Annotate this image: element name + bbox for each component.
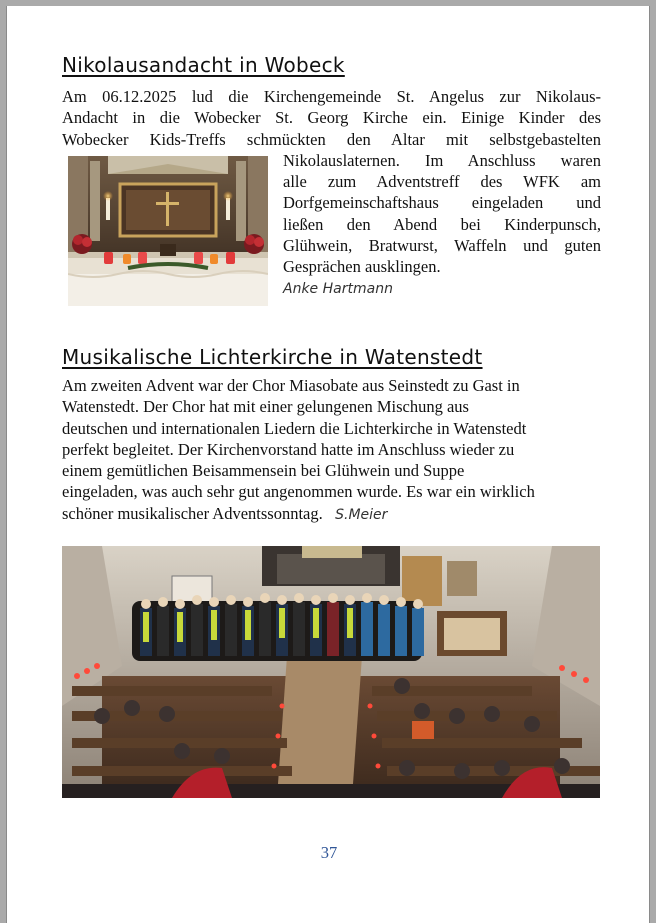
paragraph-line: Glühwein, Bratwurst, Waffeln und guten [283,236,601,256]
paragraph-line: Am 06.12.2025 lud die Kirchengemeinde St. Angelus zur Nikolaus- [62,87,601,106]
choir-church-photo [62,546,600,798]
section-heading-lichterkirche: Musikalische Lichterkirche in Watenstedt [62,345,483,369]
paragraph-line: ließen den Abend bei Kinderpunsch, [283,214,601,234]
paragraph-line: Dorfgemeinschaftshaus eingeladen und [283,193,601,213]
paragraph-line: Gesprächen ausklingen. [283,257,441,277]
author-signature: S.Meier [335,506,388,523]
paragraph-line: Watenstedt. Der Chor hat mit einer gelungenen Mischung aus [62,397,469,417]
paragraph-line: deutschen und internationalen Liedern die Lichterkirche in Watenstedt [62,418,527,438]
paragraph-line: Nikolauslaternen. Im Anschluss waren [283,150,601,170]
paragraph-line: Wobecker Kids-Treffs schmückten den Altar mit selbstgebastelten [62,129,601,149]
paragraph-line: Andacht in die Wobecker St. Georg Kirche ein. Einige Kinder des [62,108,601,128]
paragraph-line-text: schöner musikalischer Adventssonntag. [62,503,323,523]
lichterkirche-paragraph [62,375,602,526]
section-heading-nikolausandacht: Nikolausandacht in Wobeck [62,53,345,77]
paragraph-line: eingeladen, was auch sehr gut angenommen wurde. Es war ein wirklich [62,482,535,502]
paragraph-line: einem gemütlichen Beisammensein bei Glühwein und Suppe [62,461,465,481]
author-signature: Anke Hartmann [283,280,393,297]
paragraph-line: perfekt begleitet. Der Kirchenvorstand hatte im Anschluss wieder zu [62,439,515,459]
altar-photo [68,156,268,306]
page-number: 37 [320,843,338,862]
document-page [6,6,650,923]
paragraph-line: alle zum Adventstreff des WFK am [283,172,601,192]
paragraph-line [62,503,602,526]
paragraph-line: Am zweiten Advent war der Chor Miasobate aus Seinstedt zu Gast in [62,376,520,395]
